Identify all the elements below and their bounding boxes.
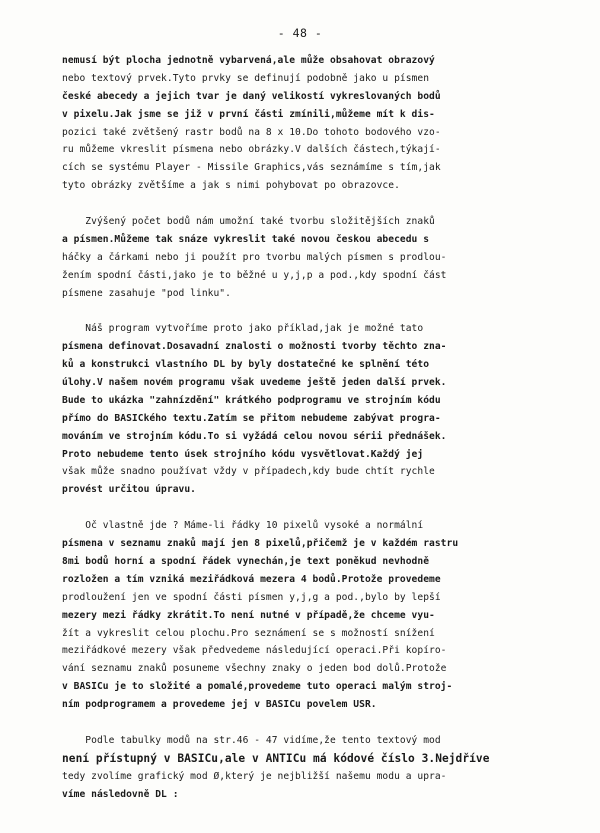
paragraph-gap — [62, 195, 532, 213]
text-line: Náš program vytvoříme proto jako příklad,jak je možné tato — [62, 323, 424, 335]
text-line: Oč vlastně jde ? Máme-li řádky 10 pixelů vysoké a normální — [62, 520, 424, 532]
text-line: Bude to ukázka "zahnízdění" krátkého podprogramu ve strojním kódu — [62, 394, 441, 406]
text-line: žít a vykreslit celou plochu.Pro seznámení se s možností snížení — [62, 627, 435, 639]
text-line: víme následovně DL : — [62, 788, 179, 800]
paragraph — [62, 52, 532, 195]
text-line: prodloužení jen ve spodní části písmen y,j,g a pod.,bylo by lepší — [62, 591, 441, 603]
page-number: - 48 - — [277, 26, 323, 40]
text-line: písmene zasahuje "pod linku". — [62, 287, 231, 299]
text-line: meziřádkové mezery však předvedeme následující operaci.Při kopíro- — [62, 645, 447, 657]
text-line: v BASICu je to složité a pomalé,provedeme tuto operaci malým stroj- — [62, 681, 453, 693]
paragraph — [62, 320, 532, 499]
text-line: vání seznamu znaků posuneme všechny znaky o jeden bod dolů.Protože — [62, 663, 447, 675]
text-line: cích se systému Player - Missile Graphics,vás seznámíme s tím,jak — [62, 162, 441, 174]
text-line: tedy zvolíme grafický mod Ø,který je nejbližší našemu modu a upra- — [62, 770, 447, 782]
paragraph — [62, 732, 532, 804]
text-line: však může snadno používat vždy v případech,kdy bude chtít rychle — [62, 466, 435, 478]
text-line: přímo do BASICkého textu.Zatím se přitom nebudeme zabývat progra- — [62, 412, 441, 424]
text-line: Proto nebudeme tento úsek strojního kódu vysvětlovat.Každý jej — [62, 448, 424, 460]
body-text — [62, 52, 532, 803]
text-line: a písmen.Můžeme tak snáze vykreslit také novou českou abecedu s — [62, 233, 430, 245]
text-line: české abecedy a jejich tvar je daný velikostí vykreslovaných bodů — [62, 90, 441, 102]
paragraph — [62, 517, 532, 714]
text-line: Podle tabulky modů na str.46 - 47 vidíme,že tento textový mod — [62, 734, 441, 746]
text-line: 8mi bodů horní a spodní řádek vynechán,je text poněkud nevhodně — [62, 555, 430, 567]
text-line: ků a konstrukci vlastního DL by byly dostatečné ke splnění této — [62, 359, 430, 371]
text-line: ním podprogramem a provedeme jej v BASICu povelem USR. — [62, 699, 377, 711]
text-line: provést určitou úpravu. — [62, 484, 196, 496]
paragraph — [62, 213, 532, 302]
text-line: žením spodní části,jako je to běžné u y,j,p a pod.,kdy spodní část — [62, 269, 447, 281]
text-line: písmena v seznamu znaků mají jen 8 pixelů,přičemž je v každém rastru — [62, 538, 459, 550]
text-line: Zvýšený počet bodů nám umožní také tvorbu složitějších znaků — [62, 216, 435, 228]
text-line: háčky a čárkami nebo ji použít pro tvorbu malých písmen s prodlou- — [62, 251, 447, 263]
paragraph-gap — [62, 714, 532, 732]
text-line: písmena definovat.Dosavadní znalosti o možnosti tvorby těchto zna- — [62, 341, 447, 353]
text-line: tyto obrázky zvětšíme a jak s nimi pohybovat po obrazovce. — [62, 180, 400, 192]
text-line: úlohy.V našem novém programu však uvedeme ještě jeden další prvek. — [62, 377, 447, 389]
text-line: mováním ve strojním kódu.To si vyžádá celou novou sérii přednášek. — [62, 430, 447, 442]
text-line: mezery mezi řádky zkrátit.To není nutné v případě,že chceme vyu- — [62, 609, 435, 621]
text-line: nemusí být plocha jednotně vybarvená,ale může obsahovat obrazový — [62, 55, 435, 66]
paragraph-gap — [62, 499, 532, 517]
text-line: ru můžeme vkreslit písmena nebo obrázky.V dalších částech,týkají- — [62, 144, 441, 156]
text-line: pozici také zvětšený rastr bodů na 8 x 10.Do tohoto bodového vzo- — [62, 126, 441, 138]
text-line: v pixelu.Jak jsme se již v první části zmínili,můžeme mít k dis- — [62, 108, 435, 120]
text-line: rozložen a tím vzniká meziřádková mezera 4 bodů.Protože provedeme — [62, 573, 441, 585]
text-line: nebo textový prvek.Tyto prvky se definují podobně jako u písmen — [62, 72, 430, 84]
paragraph-gap — [62, 302, 532, 320]
text-line: není přístupný v BASICu,ale v ANTICu má kódové číslo 3.Nejdříve — [62, 751, 490, 765]
